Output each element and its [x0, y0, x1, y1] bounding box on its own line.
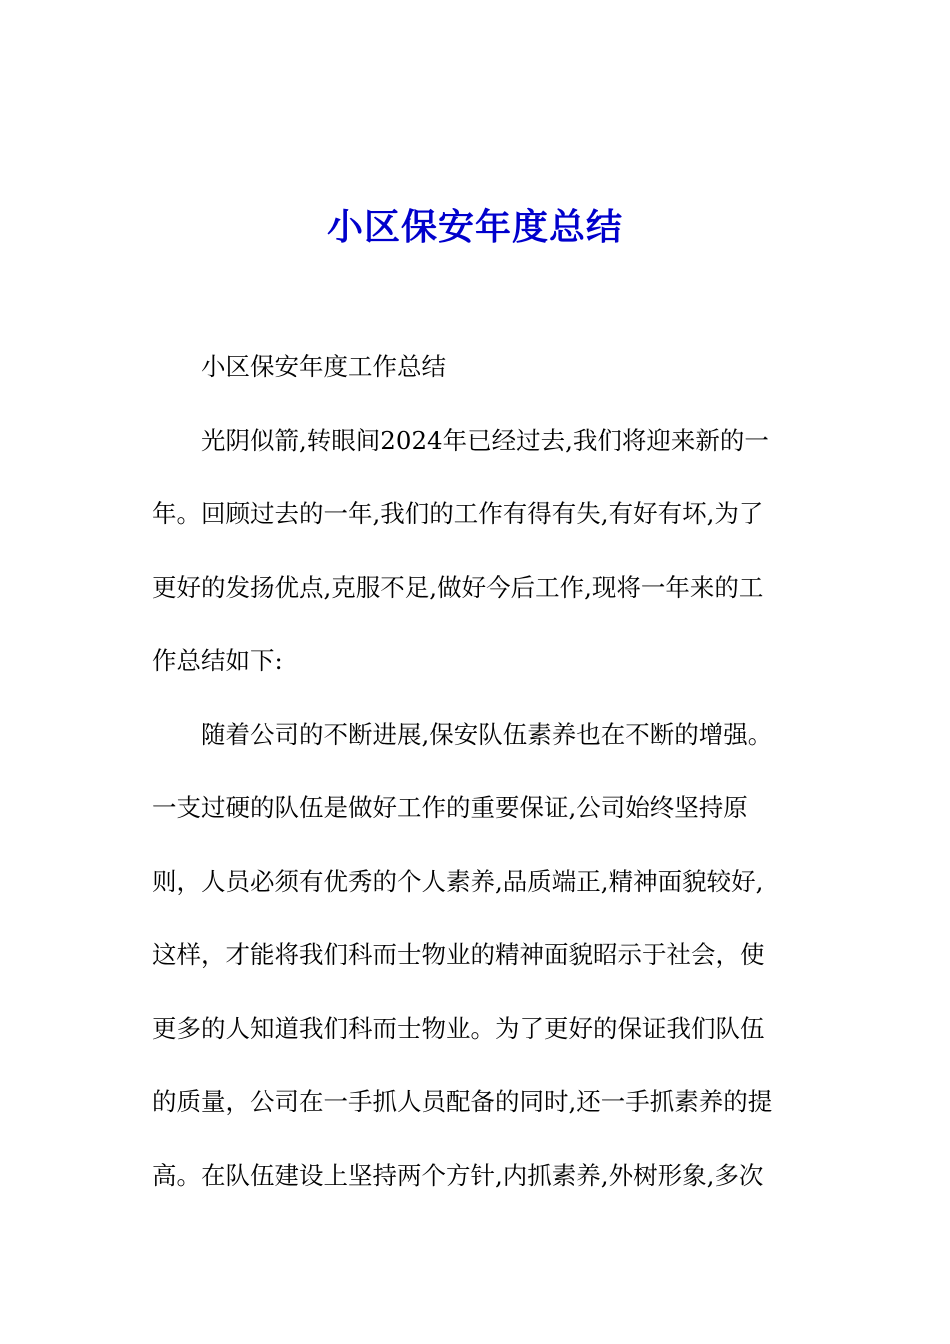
text-line: 更好的发扬优点,克服不足,做好今后工作,现将一年来的工: [152, 572, 764, 602]
text-line: 年。回顾过去的一年,我们的工作有得有失,有好有坏,为了: [152, 499, 764, 528]
text-line: 随着公司的不断进展,保安队伍素养也在不断的增强。: [201, 719, 773, 749]
document-body: [152, 330, 802, 1212]
paragraph-intro: [152, 404, 802, 698]
text-line: 更多的人知道我们科而士物业。为了更好的保证我们队伍: [152, 1013, 765, 1043]
text-line: 光阴似箭,转眼间2024年已经过去,我们将迎来新的一: [201, 425, 769, 455]
text-line: 则，人员必须有优秀的个人素养,品质端正,精神面貌较好,: [152, 866, 764, 896]
text-line: 作总结如下:: [152, 646, 283, 675]
text-line: 的质量，公司在一手抓人员配备的同时,还一手抓素养的提: [152, 1087, 773, 1116]
paragraph-heading: [152, 330, 802, 404]
document-title: 小区保安年度总结: [326, 206, 623, 249]
text-line: 这样，才能将我们科而士物业的精神面貌昭示于社会，使: [152, 940, 765, 969]
text-line: 小区保安年度工作总结: [201, 352, 446, 381]
text-line: 一支过硬的队伍是做好工作的重要保证,公司始终坚持原: [152, 793, 748, 822]
text-line: 高。在队伍建设上坚持两个方针,内抓素养,外树形象,多次: [152, 1160, 764, 1190]
paragraph-team: [152, 698, 802, 1213]
